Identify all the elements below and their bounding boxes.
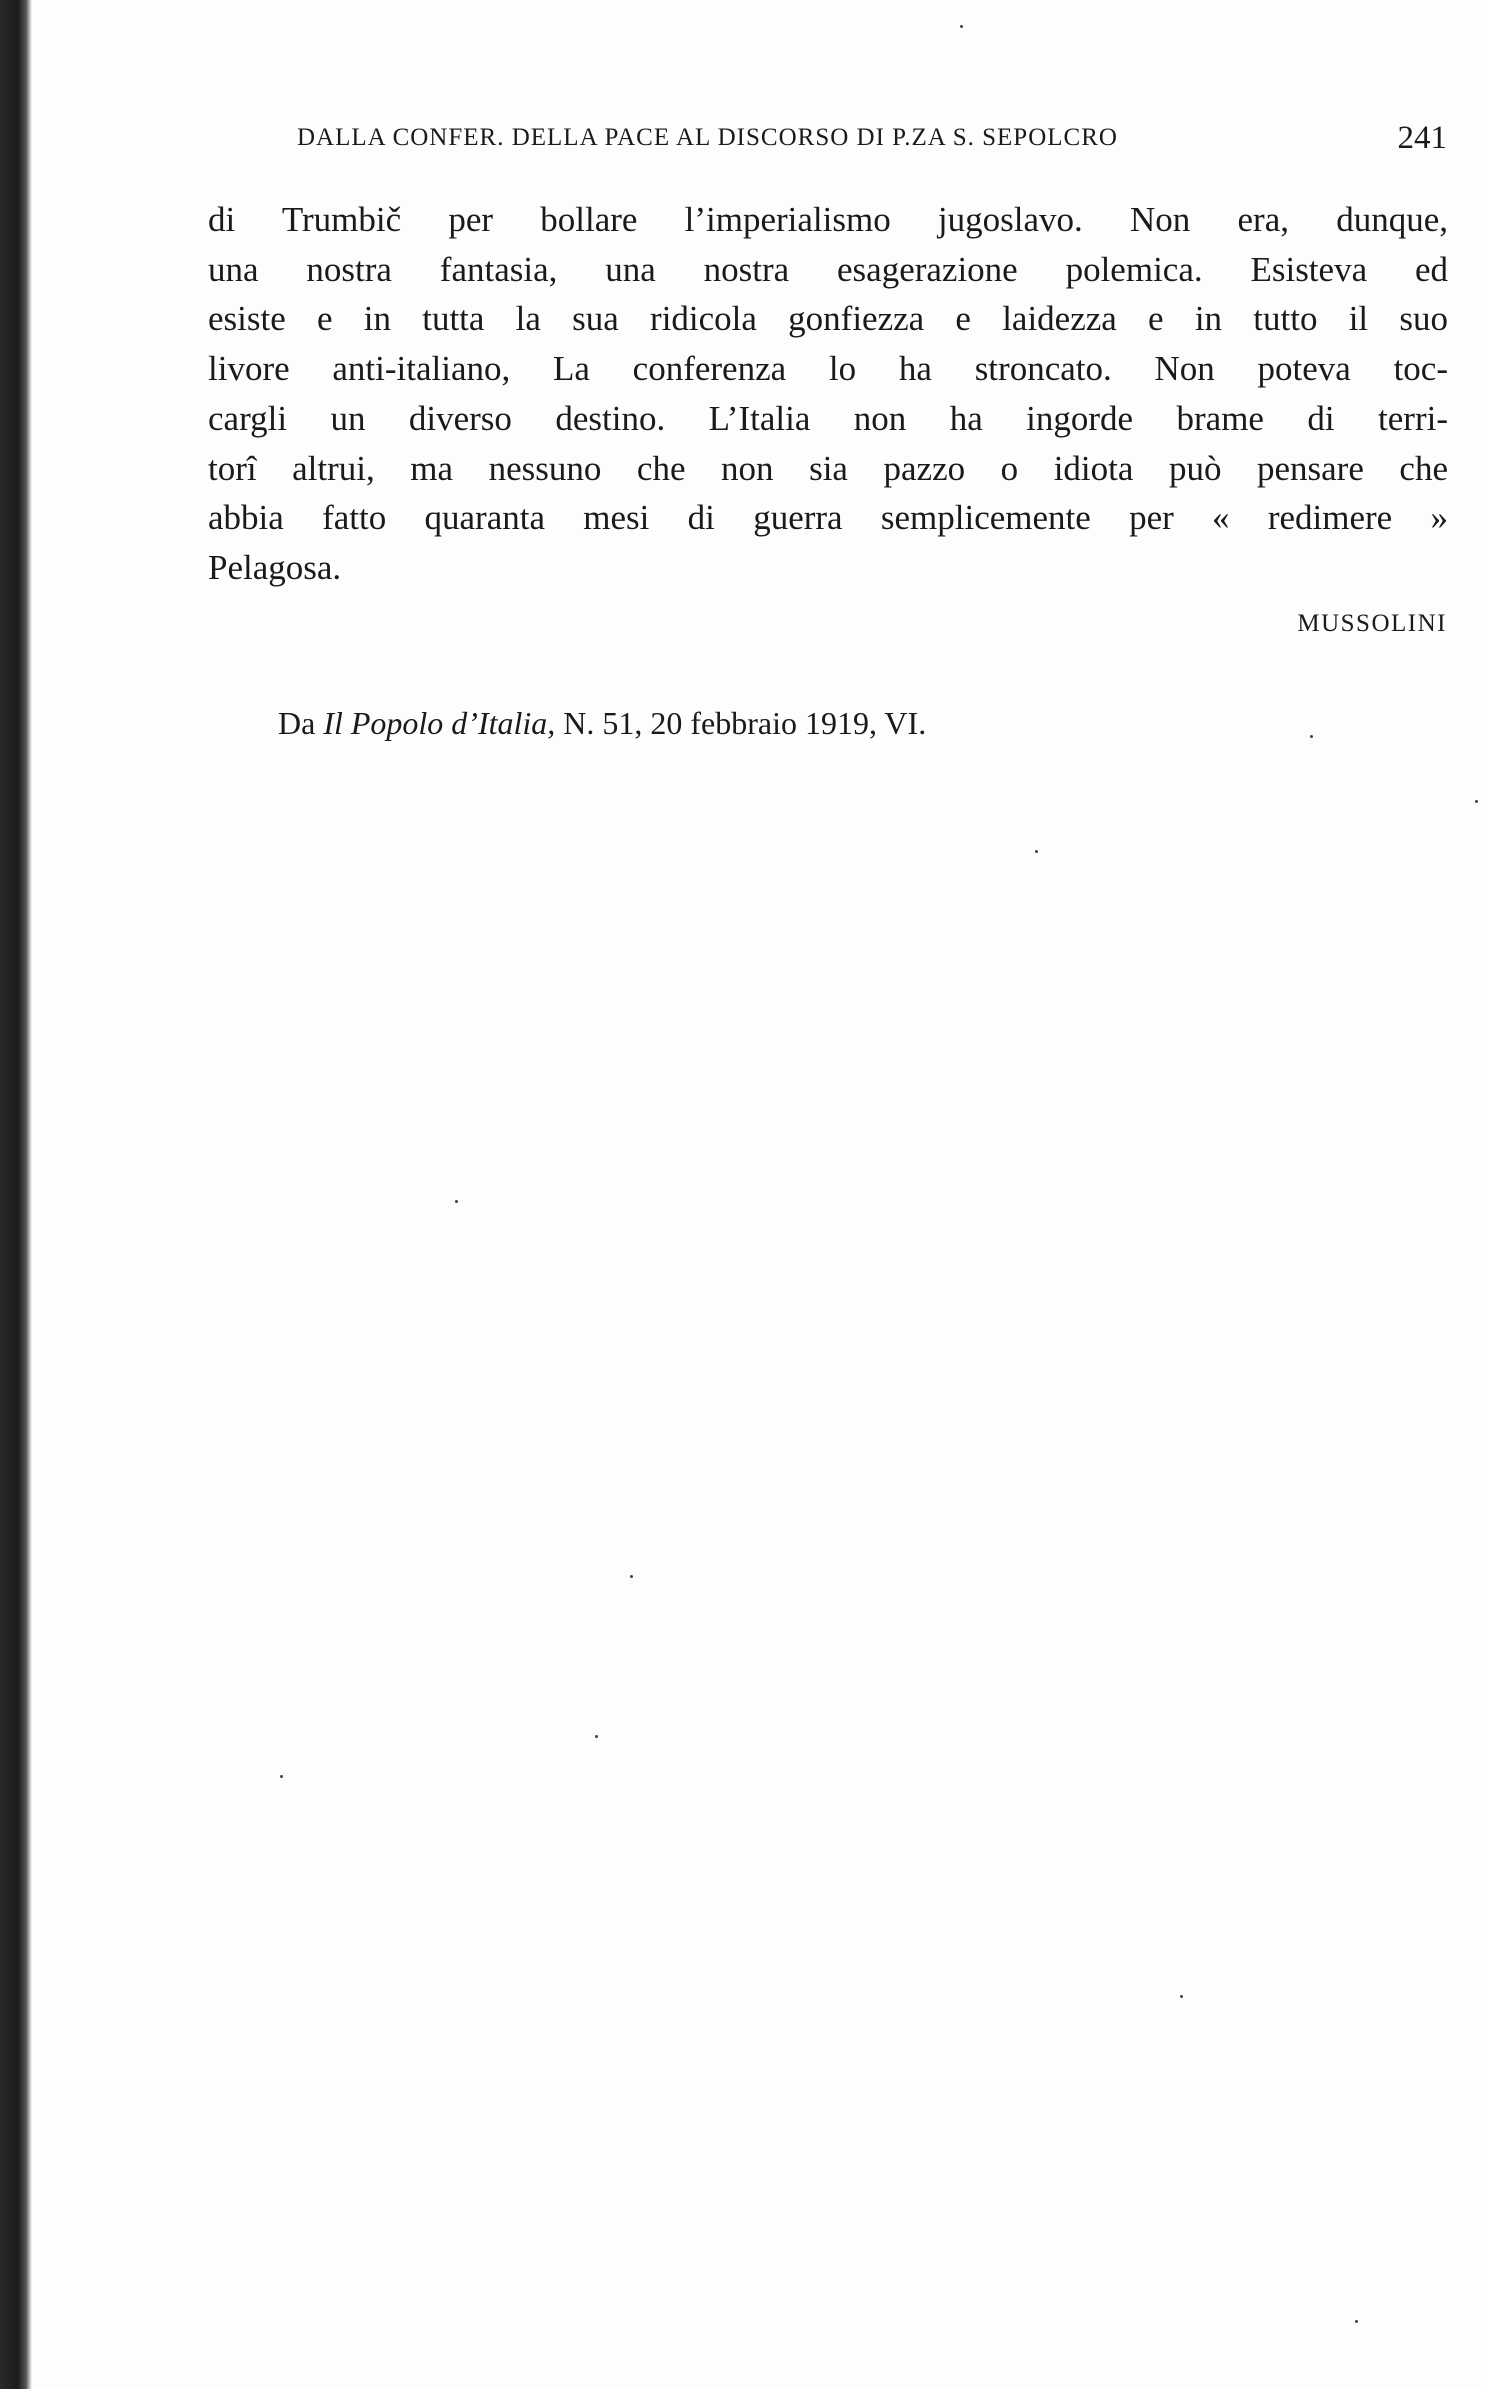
page-number: 241 <box>1397 120 1447 156</box>
scan-speck <box>1310 735 1313 738</box>
text-line: Pelagosa. <box>208 547 342 587</box>
scan-speck <box>960 25 963 28</box>
text-line: una nostra fantasia, una nostra esagerazione polemica. Esisteva ed <box>208 249 1448 289</box>
text-line: cargli un diverso destino. L’Italia non ha ingorde brame di terri- <box>208 398 1448 438</box>
running-title: DALLA CONFER. DELLA PACE AL DISCORSO DI P.ZA S. SEPOLCRO <box>297 124 1118 151</box>
scan-speck <box>280 1775 283 1778</box>
running-head <box>297 120 1447 160</box>
scan-speck <box>1180 1995 1183 1998</box>
source-details: N. 51, 20 febbraio 1919, VI. <box>555 705 927 741</box>
binding-shadow <box>0 0 32 2389</box>
scan-speck <box>1475 800 1478 803</box>
text-line: esiste e in tutta la sua ridicola gonfiezza e laidezza e in tutto il suo <box>208 299 1448 339</box>
source-publication: Il Popolo d’Italia, <box>323 705 556 741</box>
source-prefix: Da <box>278 705 324 741</box>
text-line: di Trumbič per bollare l’imperialismo jugoslavo. Non era, dunque, <box>208 200 1448 239</box>
scan-speck <box>595 1735 598 1738</box>
text-line: livore anti-italiano, La conferenza lo ha stroncato. Non poteva toc- <box>208 349 1448 389</box>
text-line: torî altrui, ma nessuno che non sia pazzo o idiota può pensare che <box>208 448 1448 488</box>
source-citation <box>278 705 926 742</box>
scan-speck <box>1035 850 1038 853</box>
text-line: abbia fatto quaranta mesi di guerra semplicemente per « redimere » <box>208 498 1448 538</box>
author-signature: MUSSOLINI <box>1297 610 1447 637</box>
scan-speck <box>630 1575 633 1578</box>
body-paragraph <box>208 195 1448 593</box>
scan-speck <box>455 1200 458 1203</box>
scan-speck <box>1355 2320 1358 2323</box>
